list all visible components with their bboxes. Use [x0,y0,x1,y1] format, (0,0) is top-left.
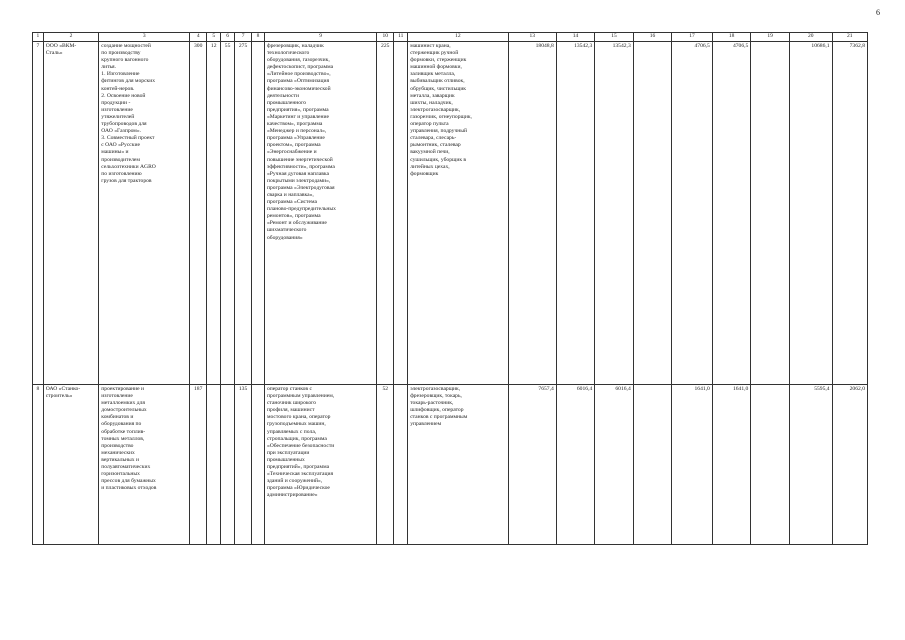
training-programs: оператор станков с программным управлением, станочник широкого профиля, машинист мостового крана, оператор грузоподъемных машин, управляемых с пола, стропальщик, программа «Обеспечение безопасности при эксплуатации промышленных предприятий», программа «Техническая эксплуатация зданий и сооружений», программа «Юридическое администрирование» [264,385,376,545]
table-cell: 55 [221,42,235,385]
column-header: 9 [264,33,376,42]
project-description: проектирование и изготовление металлоемких для домостроительных комбинатов и оборудования по обработке топлив- томных металлов, производство механических вертикальных и полуавтоматических горизонтальных прессов для бумажных и пластиковых отходов [99,385,190,545]
table-cell [751,385,789,545]
table-cell: 13542,3 [595,42,633,385]
data-table [32,32,868,545]
column-header: 6 [221,33,235,42]
table-cell [633,42,671,385]
training-programs: фрезеровщик, наладчик технологического оборудования, газорезчик, дефектоскопист, программа «Литейное производство», программа «Оптимизация финансово-экономической деятельности промышленного предприятия», программа «Маркетинг и управление качеством», программа «Менеджер и персонал», программа «Управление проектом», программа «Энергоснабжение и повышение энергетической эффективности», программа «Ручная дуговая наплавка покрытыми электродами», программа «Электродуговая сварка и наплавка», программа «Система планово-предупредительных ремонтов», программа «Ремонт и обслуживание шихматического оборудования» [264,42,376,385]
table-cell [252,42,265,385]
column-header: 14 [556,33,594,42]
professions-list: машинист крана, стерженщик ручной формовки, стерженщик машинной формовки, заливщик металла, выбивальщик отливок, обрубщик, чистильщик металла, заварщик шихты, наладчик, электрогазосварщик, газорезчик, огнеупорщик, оператор пульта управления, подручный сталевара, слесарь- рымонтник, сталевар вакуумной печи, сушильщик, уборщик в литейных цехах, формовщик [408,42,508,385]
column-header: 15 [595,33,633,42]
table-cell: 187 [190,385,207,545]
row-number: 8 [33,385,44,545]
column-header: 13 [508,33,556,42]
page-number: 6 [876,8,880,17]
table-cell: 225 [377,42,394,385]
column-header: 5 [207,33,221,42]
table-cell [394,385,408,545]
table-cell: 6016,4 [595,385,633,545]
table-cell: 1641,0 [672,385,713,545]
table-cell [221,385,235,545]
table-cell: 2062,0 [832,385,867,545]
column-header: 16 [633,33,671,42]
table-cell: 4706,5 [712,42,750,385]
header-row [33,33,868,42]
column-header: 2 [43,33,99,42]
table-cell: 13542,3 [556,42,594,385]
table-cell [633,385,671,545]
table-cell: 4706,5 [672,42,713,385]
column-header: 21 [832,33,867,42]
table-cell: 1641,0 [712,385,750,545]
table-cell [751,42,789,385]
table-cell [394,42,408,385]
column-header: 12 [408,33,508,42]
table-cell: 18048,8 [508,42,556,385]
column-header: 10 [377,33,394,42]
column-header: 17 [672,33,713,42]
project-description: создание мощностей по производству крупного вагонного литья. 1. Изготовление фитингов для морских контей-неров. 2. Освоение новой продукции - изготовление утяжелителей трубопроводов для ОАО «Газпром». 3. Совместный проект с ОАО «Русские машины» и производителем сельхозтехники AGRO по изготовлению грузов для тракторов [99,42,190,385]
professions-list: электрогазосварщик, фрезеровщик, токарь, токарь-расточник, шлифовщик, оператор станков с программным управлением [408,385,508,545]
table-cell: 6016,4 [556,385,594,545]
column-header: 4 [190,33,207,42]
column-header: 3 [99,33,190,42]
table-cell: 275 [235,42,252,385]
organization-name: ОАО «Станко- строитель» [43,385,99,545]
table-cell [207,385,221,545]
column-header: 18 [712,33,750,42]
table-cell: 10686,1 [789,42,832,385]
table-cell: 7657,4 [508,385,556,545]
table-row [33,42,868,385]
table-cell: 12 [207,42,221,385]
column-header: 11 [394,33,408,42]
table-cell: 135 [235,385,252,545]
column-header: 7 [235,33,252,42]
organization-name: ООО «ВКМ- Сталь» [43,42,99,385]
table-cell: 5595,4 [789,385,832,545]
table-row [33,385,868,545]
table-cell: 300 [190,42,207,385]
column-header: 1 [33,33,44,42]
table-cell: 7362,8 [832,42,867,385]
column-header: 20 [789,33,832,42]
column-header: 8 [252,33,265,42]
table-cell [252,385,265,545]
row-number: 7 [33,42,44,385]
table-cell: 52 [377,385,394,545]
column-header: 19 [751,33,789,42]
